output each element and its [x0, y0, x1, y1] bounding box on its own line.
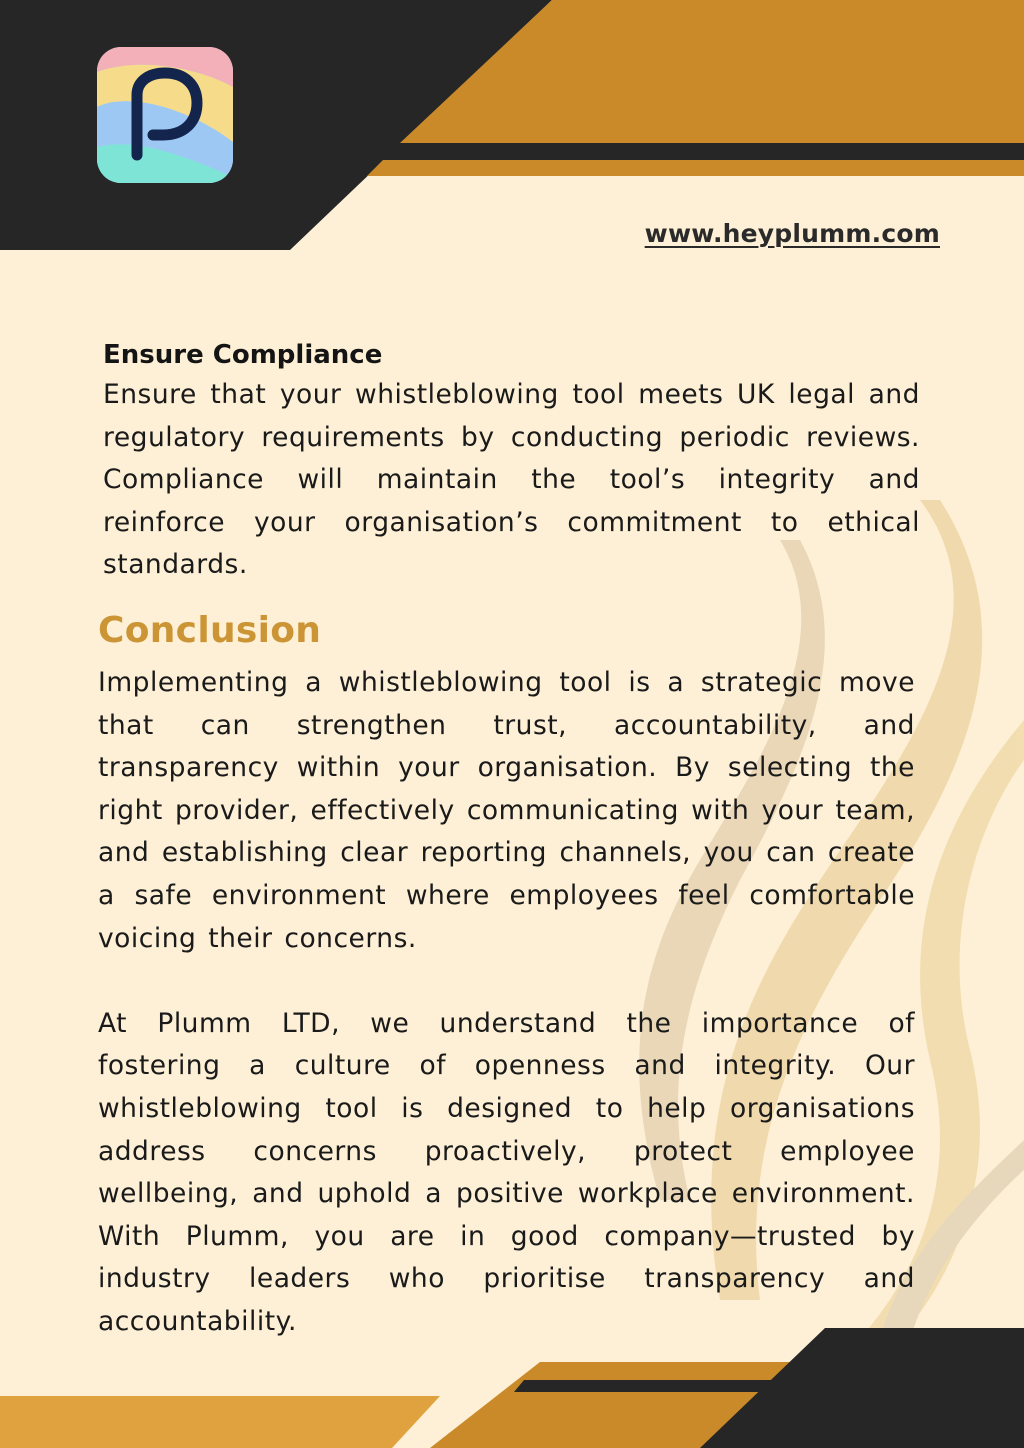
header-gold-stripe [367, 160, 1024, 176]
plumm-logo [97, 47, 233, 183]
paragraph-spacer [98, 960, 915, 1003]
website-link[interactable]: www.heyplumm.com [644, 219, 940, 248]
footer-dark-stripe [514, 1380, 792, 1392]
conclusion-paragraph-2: At Plumm LTD, we understand the importance of fostering a culture of openness and integrity. Our whistleblowing tool is designed to help organisations address concerns proactively, protect employee wellbeing, and uphold a positive workplace environment. With Plumm, you are in good company—trusted by industry leaders who prioritise transparency and accountability. [98, 1007, 915, 1337]
plumm-p-logo-icon [97, 47, 233, 183]
header-dark-stripe [383, 143, 1024, 160]
conclusion-heading: Conclusion [98, 610, 322, 651]
footer-gold-shape [0, 1396, 440, 1448]
compliance-body: Ensure that your whistleblowing tool meets UK legal and regulatory requirements by conducting periodic reviews. Compliance will maintain the tool’s integrity and reinforce your organisation’s commitment to ethical standards. [103, 379, 920, 581]
conclusion-section [98, 606, 915, 1344]
compliance-section [103, 336, 920, 587]
conclusion-paragraph-1: Implementing a whistleblowing tool is a strategic move that can strengthen trust, accountability, and transparency within your organisation. By selecting the right provider, effectively communicating with your team, and establishing clear reporting channels, you can create a safe environment where employees feel comfortable voicing their concerns. [98, 667, 915, 954]
compliance-heading: Ensure Compliance [103, 340, 383, 370]
